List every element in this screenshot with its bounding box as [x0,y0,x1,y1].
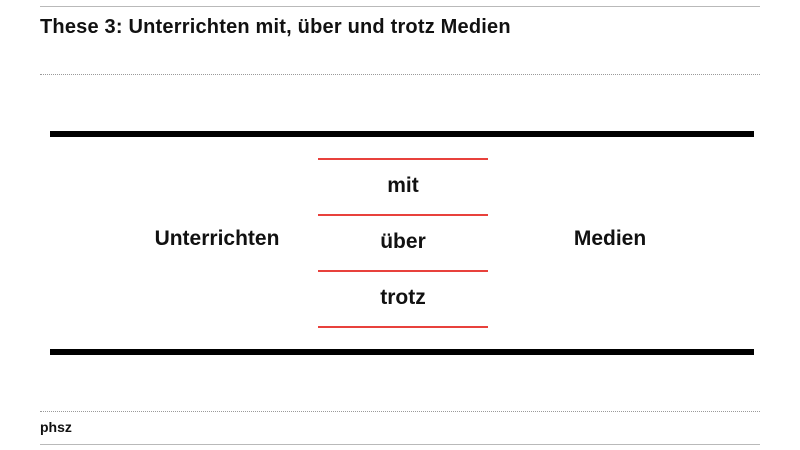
footer-logo: phsz [40,419,72,435]
diagram-bottom-bar [50,349,754,355]
diagram-middle-item: mit [387,174,419,197]
diagram-middle-item: über [380,230,426,253]
diagram-middle-stack [318,158,488,328]
bottom-divider [40,444,760,445]
separator-line [318,326,488,328]
title-divider [40,74,760,75]
diagram-middle-item: trotz [380,286,426,309]
top-divider [40,6,760,7]
footer-divider [40,411,760,412]
diagram [50,131,754,355]
diagram-right-label: Medien [573,227,647,250]
page-title: These 3: Unterrichten mit, über und trotz Medien [40,16,511,38]
diagram-top-bar [50,131,754,137]
diagram-left-label: Unterrichten [154,227,280,250]
